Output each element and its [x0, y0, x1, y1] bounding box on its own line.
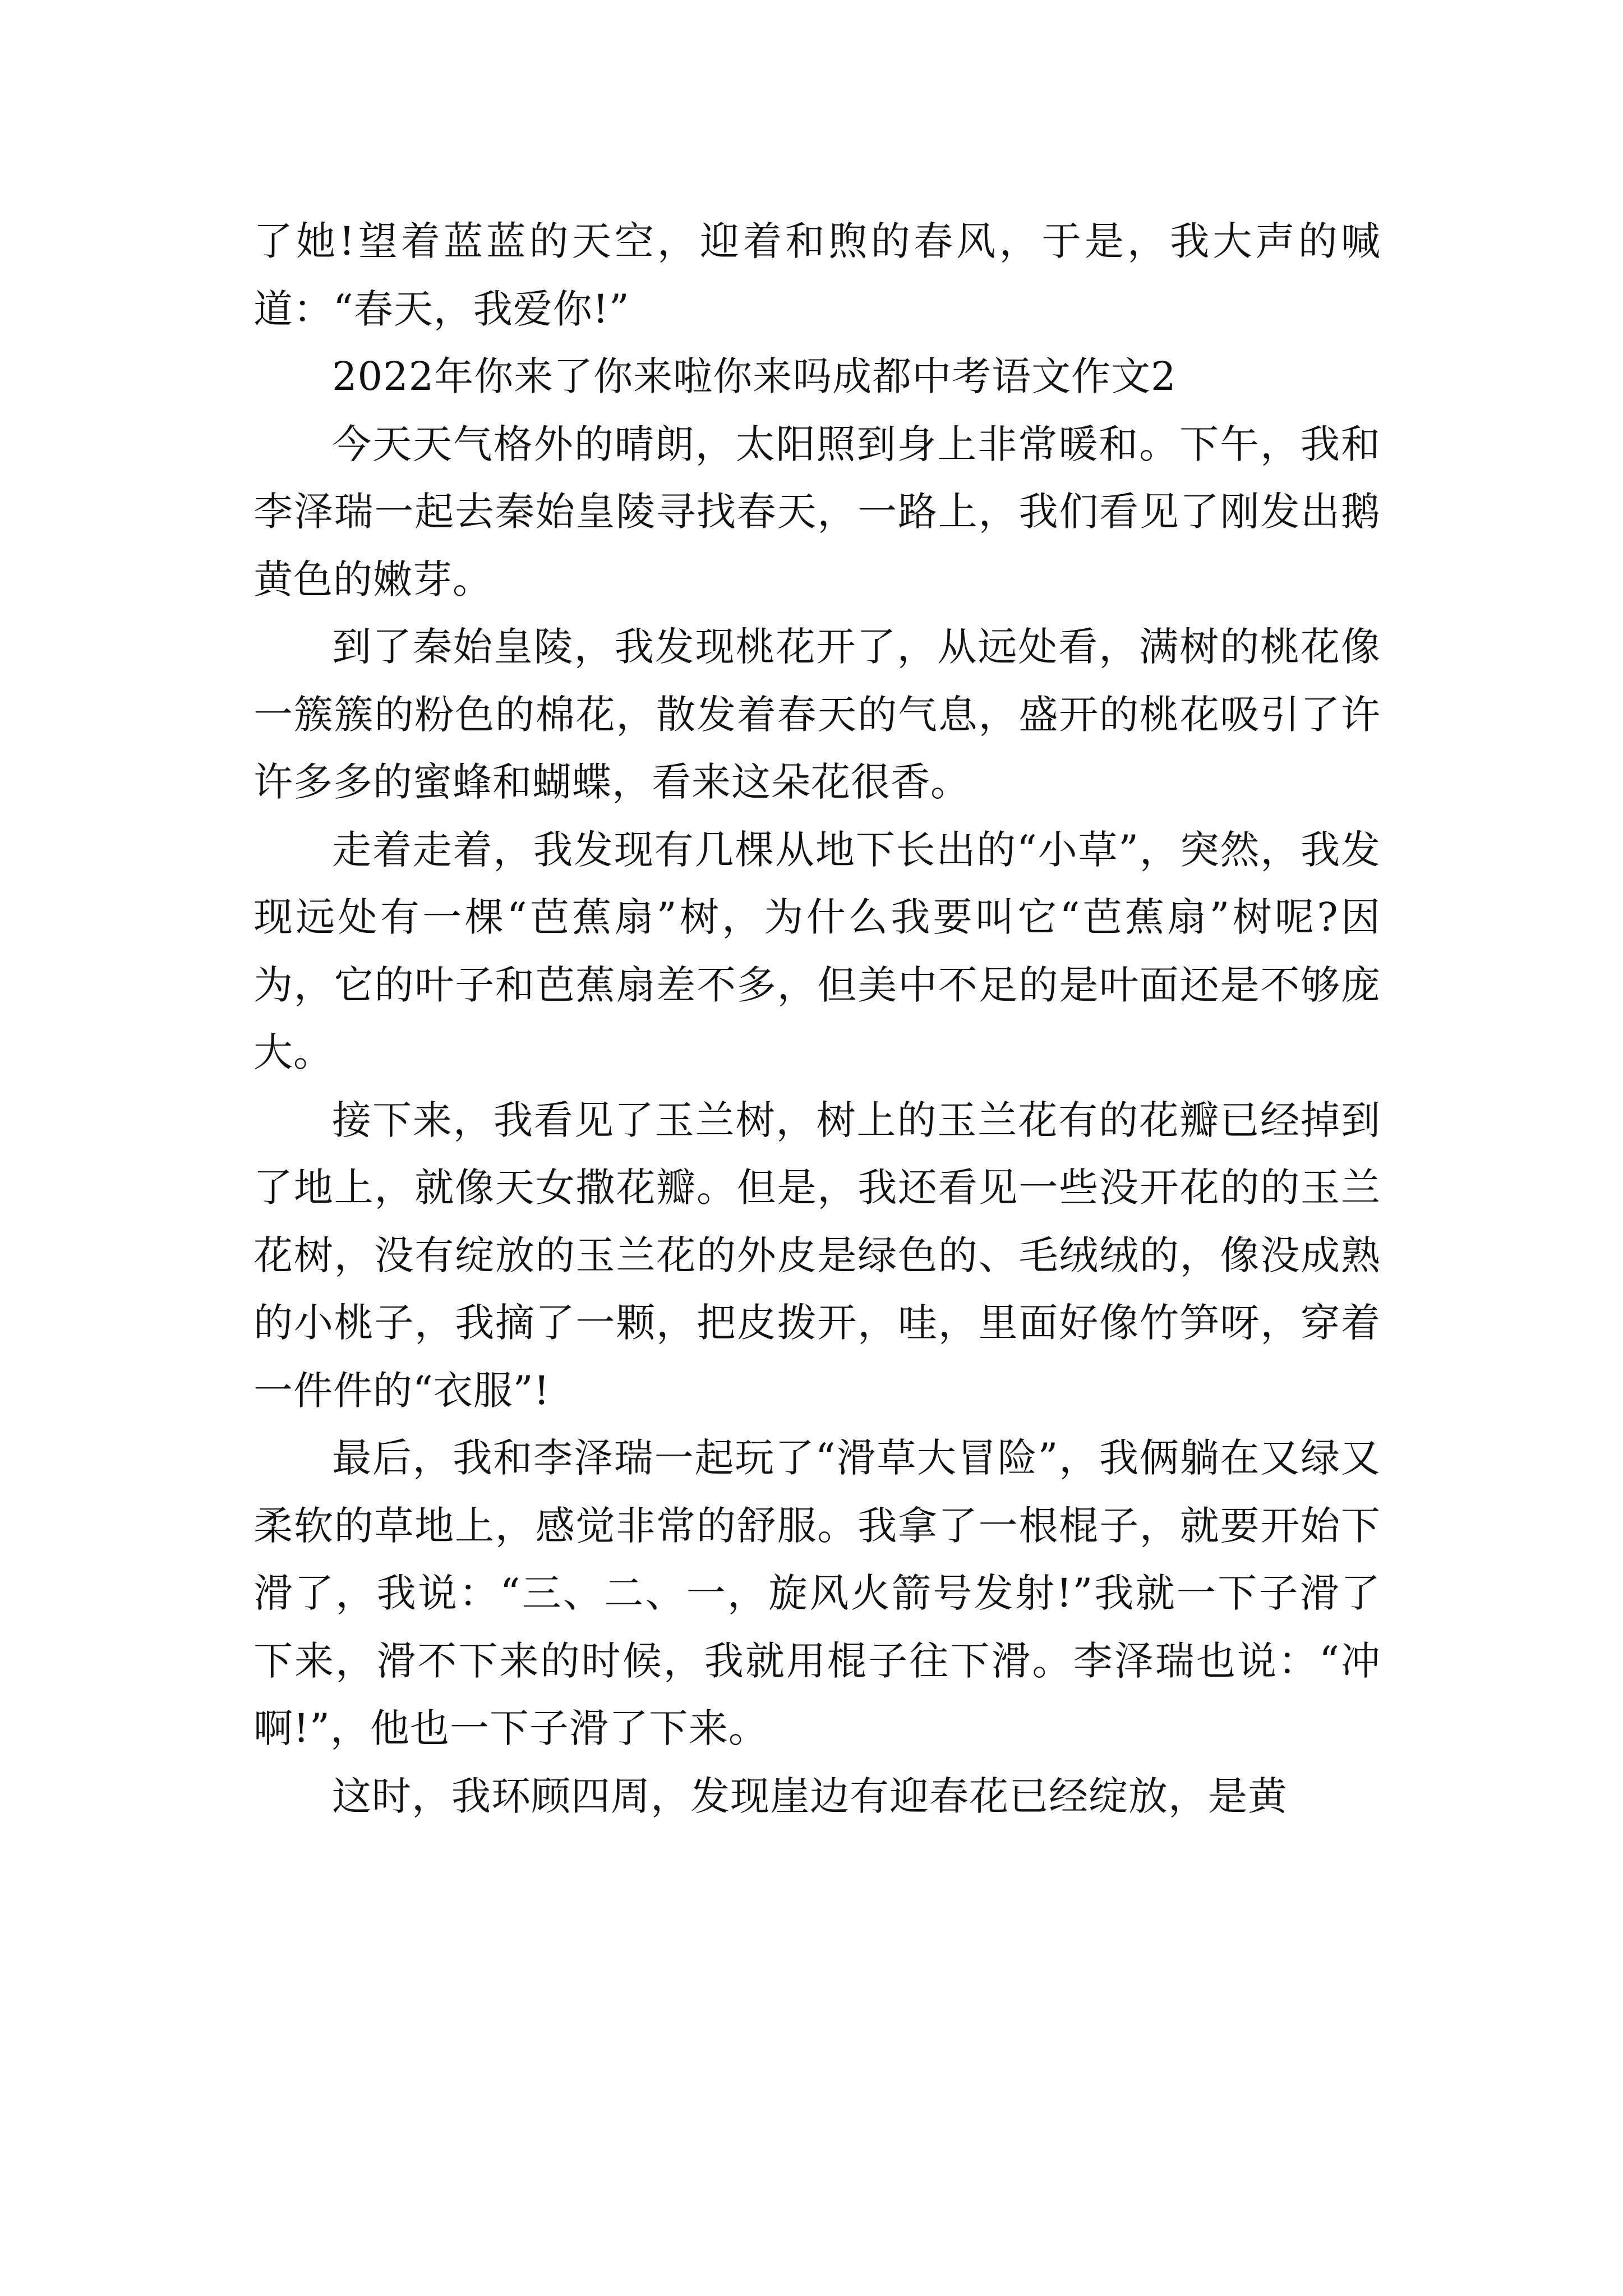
paragraph: 最后，我和李泽瑞一起玩了“滑草大冒险”，我俩躺在又绿又柔软的草地上，感觉非常的舒服。我拿了一根棍子，就要开始下滑了，我说：“三、二、一，旋风火箭号发射!”我就一下子滑了下来，滑不下来的时候，我就用棍子往下滑。李泽瑞也说：“冲啊!”，他也一下子滑了下来。 — [253, 1435, 1381, 1751]
paragraph: 今天天气格外的晴朗，太阳照到身上非常暖和。下午，我和李泽瑞一起去秦始皇陵寻找春天，一路上，我们看见了刚发出鹅黄色的嫩芽。 — [253, 421, 1381, 602]
paragraph: 这时，我环顾四周，发现崖边有迎春花已经绽放，是黄 — [332, 1773, 1288, 1819]
document-body — [253, 208, 1381, 1830]
paragraph: 走着走着，我发现有几棵从地下长出的“小草”，突然，我发现远处有一棵“芭蕉扇”树，为什么我要叫它“芭蕉扇”树呢?因为，它的叶子和芭蕉扇差不多，但美中不足的是叶面还是不够庞大。 — [253, 826, 1381, 1075]
paragraph: 到了秦始皇陵，我发现桃花开了，从远处看，满树的桃花像一簇簇的粉色的棉花，散发着春天的气息，盛开的桃花吸引了许许多多的蜜蜂和蝴蝶，看来这朵花很香。 — [253, 624, 1381, 805]
paragraph-continuation: 了她!望着蓝蓝的天空，迎着和煦的春风，于是，我大声的喊道：“春天，我爱你!” — [253, 218, 1381, 332]
essay-title: 2022年你来了你来啦你来吗成都中考语文作文2 — [332, 353, 1177, 399]
paragraph: 接下来，我看见了玉兰树，树上的玉兰花有的花瓣已经掉到了地上，就像天女撒花瓣。但是，我还看见一些没开花的的玉兰花树，没有绽放的玉兰花的外皮是绿色的、毛绒绒的，像没成熟的小桃子，我摘了一颗，把皮拨开，哇，里面好像竹笋呀，穿着一件件的“衣服”! — [253, 1097, 1381, 1414]
